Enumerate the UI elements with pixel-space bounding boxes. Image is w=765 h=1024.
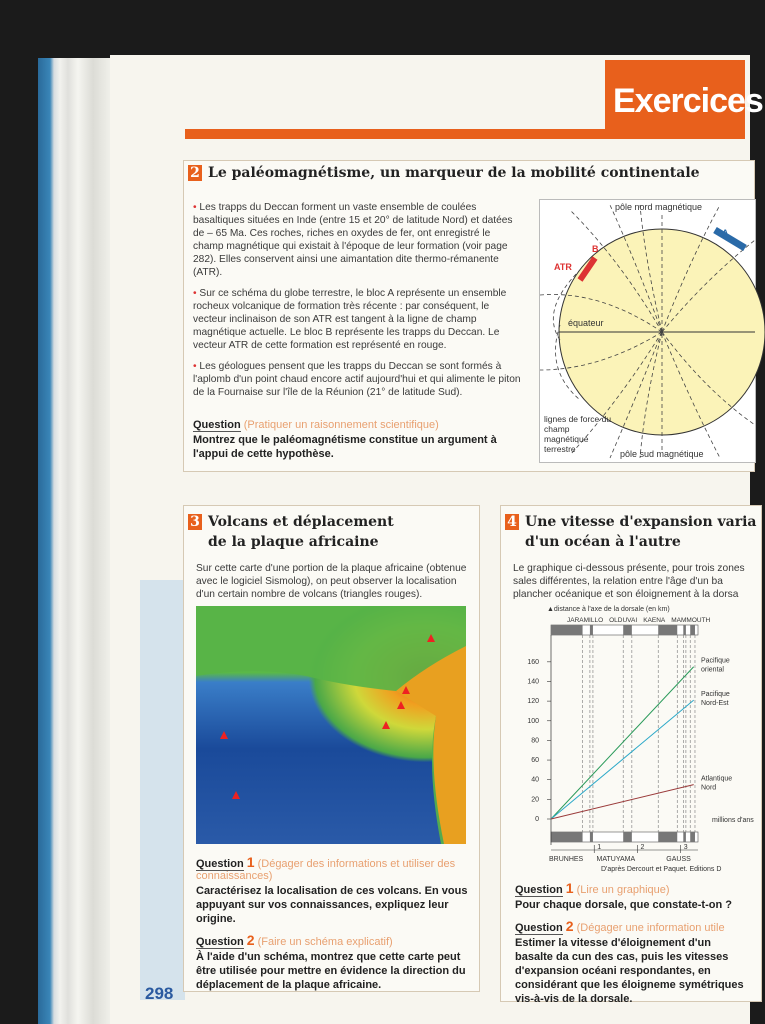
y-tick-label: 20 xyxy=(531,796,539,804)
normal-polarity-interval xyxy=(690,832,695,842)
question-1-text: Pour chaque dorsale, que constate-t-on ? xyxy=(515,899,732,911)
normal-polarity-interval xyxy=(690,625,695,635)
intro-text: Le graphique ci-dessous présente, pour trois zones sales différentes, la relation entre l'âge d'un ba plancher océanique et son éloignement à la dorsa xyxy=(513,563,745,600)
normal-polarity-interval xyxy=(683,832,686,842)
series-label: Pacifique xyxy=(701,691,730,699)
x-tick-label: 2 xyxy=(640,844,645,851)
event-label: JARAMILLO xyxy=(567,617,604,624)
question-2-text: Estimer la vitesse d'éloignement d'un basalte da cun des cas, puis les vitesses d'expansion océani respondantes, en considérant que les éloigneme symétriques vis-à-vis de la dorsale. xyxy=(515,937,744,1005)
exercise-number: 2 xyxy=(188,165,202,181)
paragraph: • Les trapps du Deccan forment un vaste ensemble de coulées basaltiques situées en Inde (entre 15 et 20° de latitude Nord) et datées de – 65 Ma. Ces roches, riches en oxydes de fer, ont enregistré le champ magnétique qui existait à l'époque de leur formation (voir page 282). Elles conservent ainsi une aimantation dite thermo-rémanente (ATR). xyxy=(193,202,513,278)
header-rule xyxy=(185,129,745,139)
series-label: Nord xyxy=(701,784,717,792)
epoch-label: BRUNHES xyxy=(549,856,584,863)
normal-polarity-interval xyxy=(590,832,593,842)
north-pole-label: pôle nord magnétique xyxy=(615,202,703,212)
paragraph: • Les géologues pensent que les trapps du Deccan se sont formés à l'aplomb d'un point chaud encore actif aujourd'hui et qui alimente le piton de la Fournaise sur l'île de la Réunion (21° de latitude Sud). xyxy=(193,361,521,398)
epoch-label: MATUYAMA xyxy=(596,856,636,863)
equator-label: équateur xyxy=(568,318,604,328)
paragraph: • Sur ce schéma du globe terrestre, le bloc A représente un ensemble rocheux volcanique de formation très récente : par conséquent, le vecteur inclinaison de son ATR est tangent à la ligne de champ magnétique actuelle. Le bloc B représente les trapps du Deccan. Le vecteur ATR de cette formation est représenté en rouge. xyxy=(193,288,507,351)
south-pole-label: pôle sud magnétique xyxy=(620,449,704,459)
question-heading: Question (Pratiquer un raisonnement scientifique) xyxy=(193,419,439,431)
atr-label: ATR xyxy=(554,262,572,272)
series-line xyxy=(551,667,694,819)
normal-polarity-interval xyxy=(683,625,686,635)
y-tick-label: 60 xyxy=(531,757,539,765)
volcano-map xyxy=(196,606,466,844)
block-b-label: B xyxy=(592,244,599,254)
y-tick-label: 160 xyxy=(527,658,539,666)
normal-polarity-interval xyxy=(551,832,583,842)
y-tick-label: 40 xyxy=(531,776,539,784)
y-tick-label: 100 xyxy=(527,717,539,725)
series-label: Nord-Est xyxy=(701,700,729,708)
exercise-2 xyxy=(183,160,755,472)
series-label: oriental xyxy=(701,666,724,674)
title-text: Le paléomagnétisme, un marqueur de la mobilité continentale xyxy=(208,165,700,181)
normal-polarity-interval xyxy=(551,625,583,635)
epoch-label: GAUSS xyxy=(666,856,691,863)
y-tick-label: 80 xyxy=(531,737,539,745)
normal-polarity-interval xyxy=(623,625,632,635)
x-axis-label: millions d'ans xyxy=(712,817,754,824)
exercise-3 xyxy=(183,505,480,992)
normal-polarity-interval xyxy=(623,832,632,842)
section-banner: Exercices xyxy=(605,60,745,132)
event-label: MAMMOUTH xyxy=(671,617,711,624)
event-label: KAENA xyxy=(643,617,666,624)
normal-polarity-interval xyxy=(658,832,677,842)
field-lines-label: lignes de force du champ magnétique terrestre xyxy=(544,414,612,454)
y-tick-label: 140 xyxy=(527,678,539,686)
series-line xyxy=(551,700,694,819)
x-tick-label: 3 xyxy=(683,844,688,851)
series-label: Pacifique xyxy=(701,657,730,665)
question-2-heading: Question 2 (Dégager une information utile xyxy=(515,918,725,934)
y-tick-label: 120 xyxy=(527,698,539,706)
intro-text: Sur cette carte d'une portion de la plaque africaine (obtenue avec le logiciel Sismolog), on peut observer la localisation d'un certain nombre de volcans (triangles rouges). xyxy=(196,563,467,600)
exercise-3-title: 3 Volcans et déplacement de la plaque africaine xyxy=(188,512,394,552)
question-2-heading: Question 2 (Faire un schéma explicatif) xyxy=(196,932,393,948)
chart-source: D'après Dercourt et Paquet. Editions D xyxy=(601,866,722,873)
x-tick-label: 1 xyxy=(597,844,602,851)
exercise-4 xyxy=(500,505,762,1005)
event-label: OLDUVAI xyxy=(609,617,638,624)
question-1-heading: Question 1 (Dégager des informations et utiliser des connaissances) xyxy=(196,854,456,882)
margin-strip xyxy=(140,580,185,1000)
exercise-2-title xyxy=(188,165,700,181)
question-text: Montrez que le paléomagnétisme constitue un argument à l'appui de cette hypothèse. xyxy=(193,434,497,460)
question-1-text: Caractérisez la localisation de ces volcans. En vous appuyant sur vos connaissances, expliquez leur origine. xyxy=(196,885,468,925)
question-2-text: À l'aide d'un schéma, montrez que cette carte peut être utilisée pour mettre en évidence la direction du déplacement de la plaque africaine. xyxy=(196,951,466,991)
normal-polarity-interval xyxy=(590,625,593,635)
block-a-label: A xyxy=(722,228,729,238)
question-1-heading: Question 1 (Lire un graphique) xyxy=(515,880,670,896)
exercise-4-title: 4 Une vitesse d'expansion varia d'un océan à l'autre xyxy=(505,512,756,552)
page-number: 298 xyxy=(145,984,174,1003)
book-page-edges xyxy=(38,58,112,1024)
normal-polarity-interval xyxy=(658,625,677,635)
y-axis-label: ▲distance à l'axe de la dorsale (en km) xyxy=(547,606,670,613)
series-label: Atlantique xyxy=(701,775,733,783)
spreading-rate-chart xyxy=(501,603,761,865)
magnetic-field-diagram xyxy=(539,199,756,463)
y-tick-label: 0 xyxy=(535,816,539,823)
